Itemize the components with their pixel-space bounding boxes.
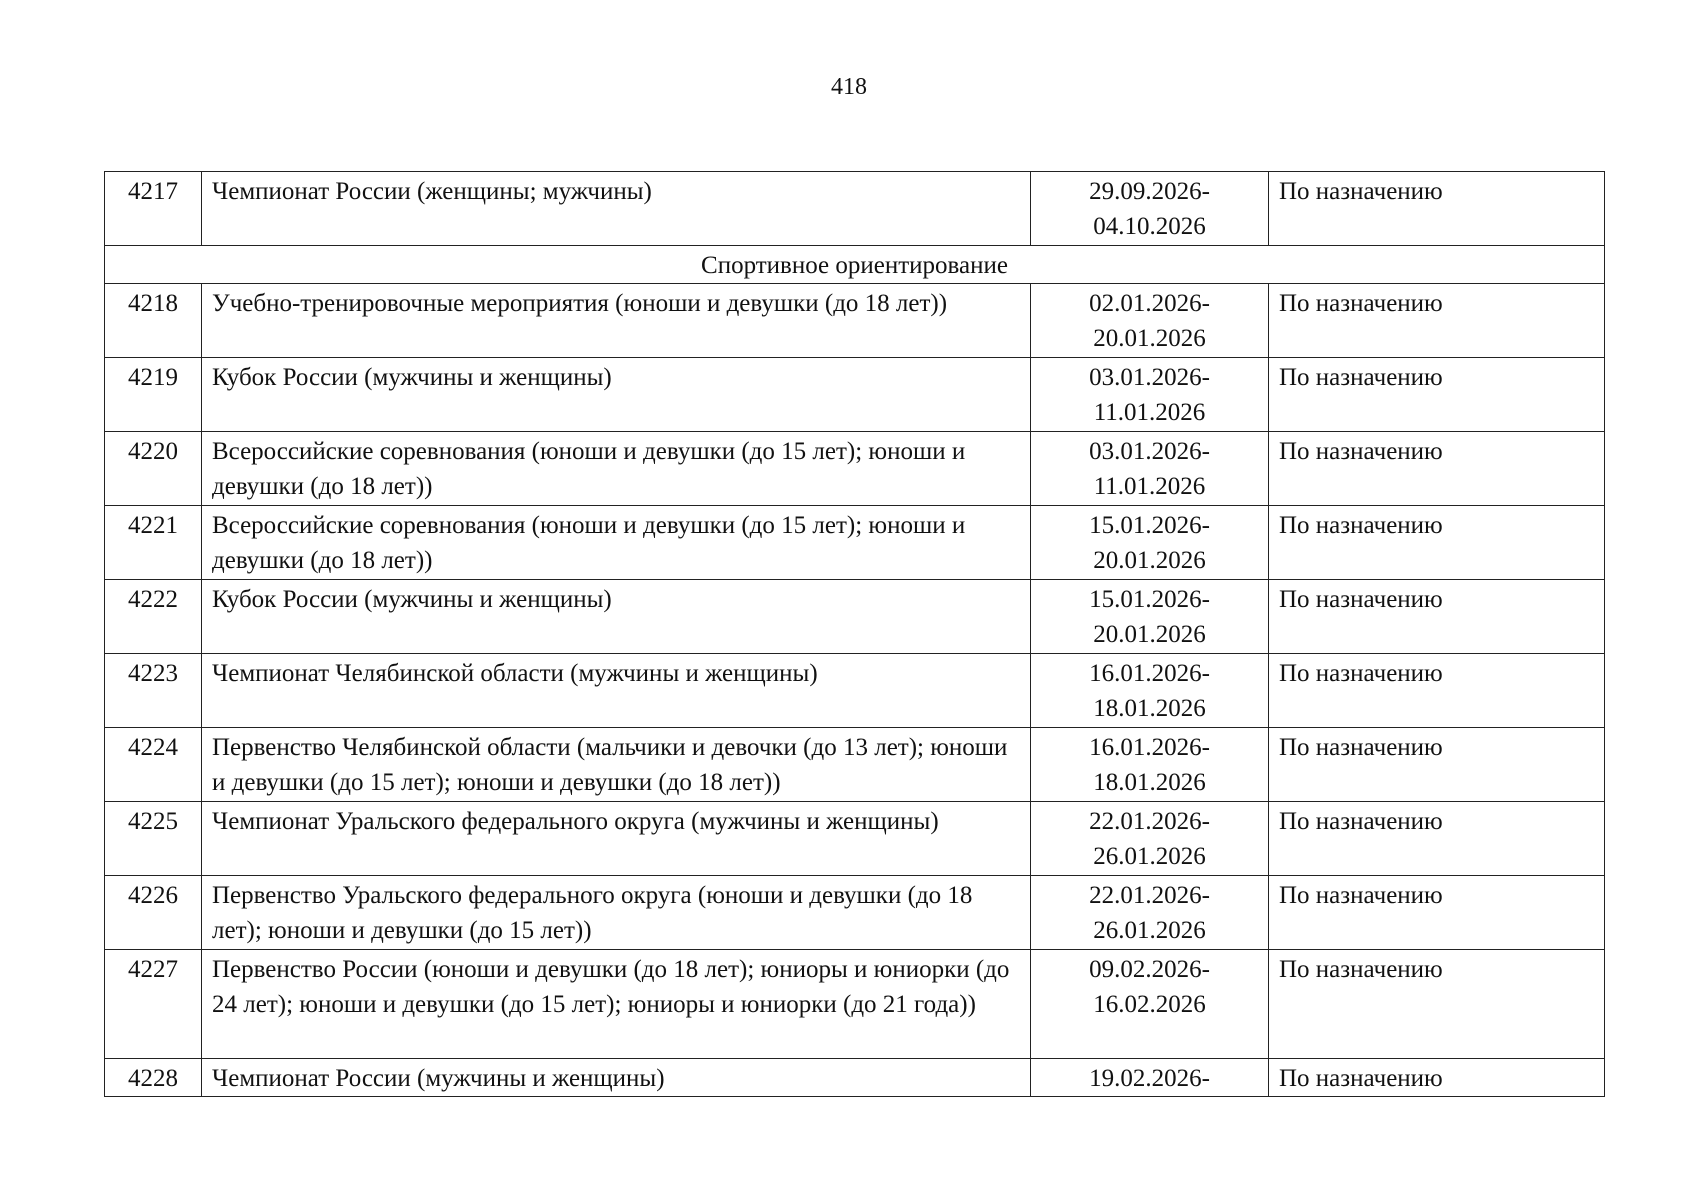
- event-number: 4224: [105, 728, 202, 802]
- event-dates: [1031, 172, 1269, 246]
- event-name: Всероссийские соревнования (юноши и девушки (до 15 лет); юноши и девушки (до 18 лет)): [202, 506, 1031, 580]
- event-dates: [1031, 876, 1269, 950]
- table-row: [105, 284, 1605, 358]
- table-row: [105, 950, 1605, 1059]
- date-end: 16.02.2026: [1093, 991, 1206, 1018]
- event-dates: [1031, 728, 1269, 802]
- event-number: 4225: [105, 802, 202, 876]
- event-location: По назначению: [1269, 876, 1605, 950]
- page-number: 418: [831, 74, 867, 100]
- event-number: 4227: [105, 950, 202, 1059]
- date-start: 02.01.2026-: [1089, 290, 1210, 317]
- event-location: По назначению: [1269, 506, 1605, 580]
- event-location: По назначению: [1269, 1059, 1605, 1097]
- event-location: По назначению: [1269, 284, 1605, 358]
- event-name: Чемпионат России (мужчины и женщины): [202, 1059, 1031, 1097]
- event-name: Первенство Уральского федерального округа (юноши и девушки (до 18 лет); юноши и девушки (до 15 лет)): [202, 876, 1031, 950]
- event-dates: [1031, 284, 1269, 358]
- date-end: 18.01.2026: [1093, 695, 1206, 722]
- event-dates: [1031, 506, 1269, 580]
- event-number: 4217: [105, 172, 202, 246]
- event-dates: [1031, 580, 1269, 654]
- date-end: 11.01.2026: [1093, 399, 1206, 426]
- event-number: 4218: [105, 284, 202, 358]
- event-location: По назначению: [1269, 358, 1605, 432]
- event-number: 4223: [105, 654, 202, 728]
- date-end: 20.01.2026: [1093, 547, 1206, 574]
- event-location: По назначению: [1269, 950, 1605, 1059]
- event-location: По назначению: [1269, 432, 1605, 506]
- event-number: 4228: [105, 1059, 202, 1097]
- table-row: [105, 654, 1605, 728]
- date-start: 29.09.2026-: [1089, 178, 1210, 205]
- event-name: Первенство России (юноши и девушки (до 18 лет); юниоры и юниорки (до 24 лет); юноши и девушки (до 15 лет); юниоры и юниорки (до 21 года)): [202, 950, 1031, 1059]
- event-location: По назначению: [1269, 654, 1605, 728]
- table-row: [105, 506, 1605, 580]
- event-number: 4222: [105, 580, 202, 654]
- event-schedule-table: [104, 171, 1605, 1097]
- table-row: [105, 580, 1605, 654]
- event-name: Кубок России (мужчины и женщины): [202, 358, 1031, 432]
- event-location: По назначению: [1269, 728, 1605, 802]
- event-name: Чемпионат России (женщины; мужчины): [202, 172, 1031, 246]
- date-start: 15.01.2026-: [1089, 512, 1210, 539]
- date-start: 16.01.2026-: [1089, 734, 1210, 761]
- table-row: [105, 358, 1605, 432]
- event-location: По назначению: [1269, 172, 1605, 246]
- table-row: [105, 1059, 1605, 1097]
- date-start: 22.01.2026-: [1089, 882, 1210, 909]
- event-name: Всероссийские соревнования (юноши и девушки (до 15 лет); юноши и девушки (до 18 лет)): [202, 432, 1031, 506]
- event-dates: [1031, 432, 1269, 506]
- date-start: 22.01.2026-: [1089, 808, 1210, 835]
- event-number: 4220: [105, 432, 202, 506]
- date-start: 03.01.2026-: [1089, 438, 1210, 465]
- event-number: 4219: [105, 358, 202, 432]
- event-name: Чемпионат Челябинской области (мужчины и женщины): [202, 654, 1031, 728]
- section-row: [105, 246, 1605, 284]
- event-name: Первенство Челябинской области (мальчики и девочки (до 13 лет); юноши и девушки (до 15 лет); юноши и девушки (до 18 лет)): [202, 728, 1031, 802]
- date-end: 26.01.2026: [1093, 843, 1206, 870]
- date-start: 19.02.2026-: [1089, 1065, 1210, 1092]
- event-dates: [1031, 358, 1269, 432]
- event-name: Чемпионат Уральского федерального округа (мужчины и женщины): [202, 802, 1031, 876]
- table-row: [105, 876, 1605, 950]
- table-row: [105, 802, 1605, 876]
- date-start: 15.01.2026-: [1089, 586, 1210, 613]
- date-end: 11.01.2026: [1093, 473, 1206, 500]
- event-number: 4221: [105, 506, 202, 580]
- event-location: По назначению: [1269, 802, 1605, 876]
- date-end: 20.01.2026: [1093, 621, 1206, 648]
- event-dates: [1031, 802, 1269, 876]
- date-end: 20.01.2026: [1093, 325, 1206, 352]
- date-end: 18.01.2026: [1093, 769, 1206, 796]
- date-start: 09.02.2026-: [1089, 956, 1210, 983]
- event-number: 4226: [105, 876, 202, 950]
- date-start: 16.01.2026-: [1089, 660, 1210, 687]
- event-location: По назначению: [1269, 580, 1605, 654]
- table-row: [105, 432, 1605, 506]
- event-name: Кубок России (мужчины и женщины): [202, 580, 1031, 654]
- date-end: 26.01.2026: [1093, 917, 1206, 944]
- date-start: 03.01.2026-: [1089, 364, 1210, 391]
- section-title: Спортивное ориентирование: [105, 246, 1605, 284]
- table-row: [105, 172, 1605, 246]
- event-dates: [1031, 950, 1269, 1059]
- event-dates: [1031, 1059, 1269, 1097]
- event-dates: [1031, 654, 1269, 728]
- event-name: Учебно-тренировочные мероприятия (юноши и девушки (до 18 лет)): [202, 284, 1031, 358]
- table-row: [105, 728, 1605, 802]
- date-end: 04.10.2026: [1093, 213, 1206, 240]
